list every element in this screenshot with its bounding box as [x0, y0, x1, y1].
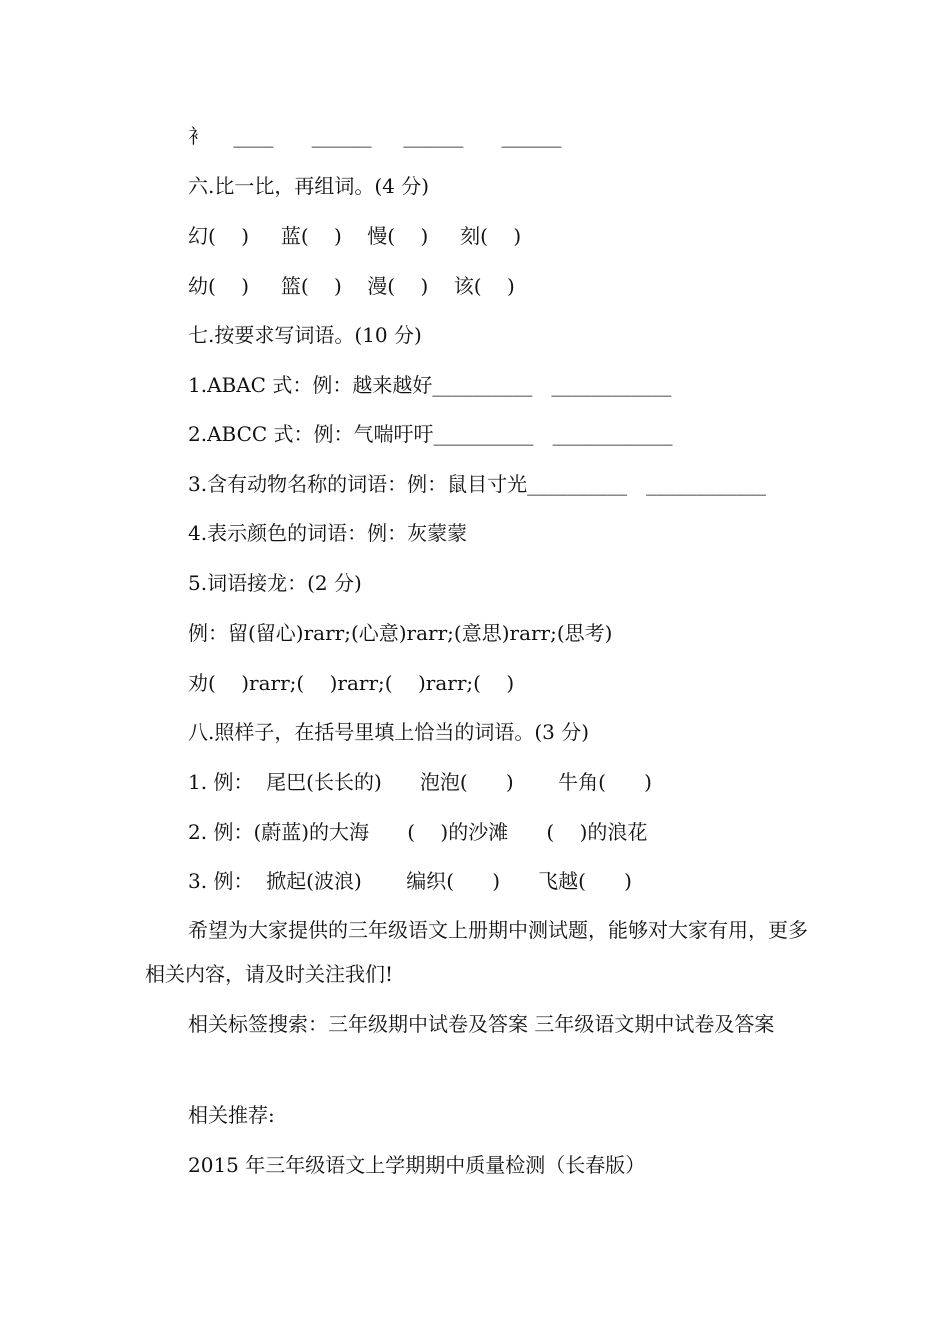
word-chain-example: 例：留(留心)rarr;(心意)rarr;(意思)rarr;(思考) [188, 621, 613, 645]
example-line-3: 3. 例： 掀起(波浪) 编织( ) 飞越( ) [188, 869, 632, 893]
example-line-1: 1. 例： 尾巴(长长的) 泡泡( ) 牛角( ) [188, 770, 652, 794]
abcc-line: 2.ABCC 式：例：气喘吁吁__________ ____________ [188, 422, 673, 446]
animal-idiom-line: 3.含有动物名称的词语：例：鼠目寸光__________ ____________ [188, 472, 767, 496]
closing-paragraph: 希望为大家提供的三年级语文上册期中测试题，能够对大家有用，更多相关内容，请及时关注我们! [145, 918, 808, 986]
related-tags[interactable]: 相关标签搜索：三年级期中试卷及答案 三年级语文期中试卷及答案 [188, 1012, 775, 1036]
section-7-heading: 七.按要求写词语。(10 分) [188, 323, 422, 347]
compare-row-2: 幼( ) 篮( ) 漫( ) 该( ) [188, 274, 515, 298]
color-word-line: 4.表示颜色的词语：例：灰蒙蒙 [188, 521, 468, 545]
word-chain-blanks: 劝( )rarr;( )rarr;( )rarr;( ) [188, 671, 515, 695]
related-recommend-link[interactable]: 2015 年三年级语文上学期期中质量检测（长春版） [188, 1153, 646, 1177]
section-8-heading: 八.照样子，在括号里填上恰当的词语。(3 分) [188, 720, 590, 744]
compare-row-1: 幻( ) 蓝( ) 慢( ) 刻( ) [188, 224, 522, 248]
radical-blank-line: 衤 ____ ______ ______ ______ [188, 124, 562, 148]
abac-line: 1.ABAC 式：例：越来越好__________ ____________ [188, 373, 672, 397]
word-chain-heading: 5.词语接龙：(2 分) [188, 571, 362, 595]
related-recommend-label: 相关推荐: [188, 1103, 275, 1127]
example-line-2: 2. 例：(蔚蓝)的大海 ( )的沙滩 ( )的浪花 [188, 820, 648, 844]
section-6-heading: 六.比一比，再组词。(4 分) [188, 174, 430, 198]
